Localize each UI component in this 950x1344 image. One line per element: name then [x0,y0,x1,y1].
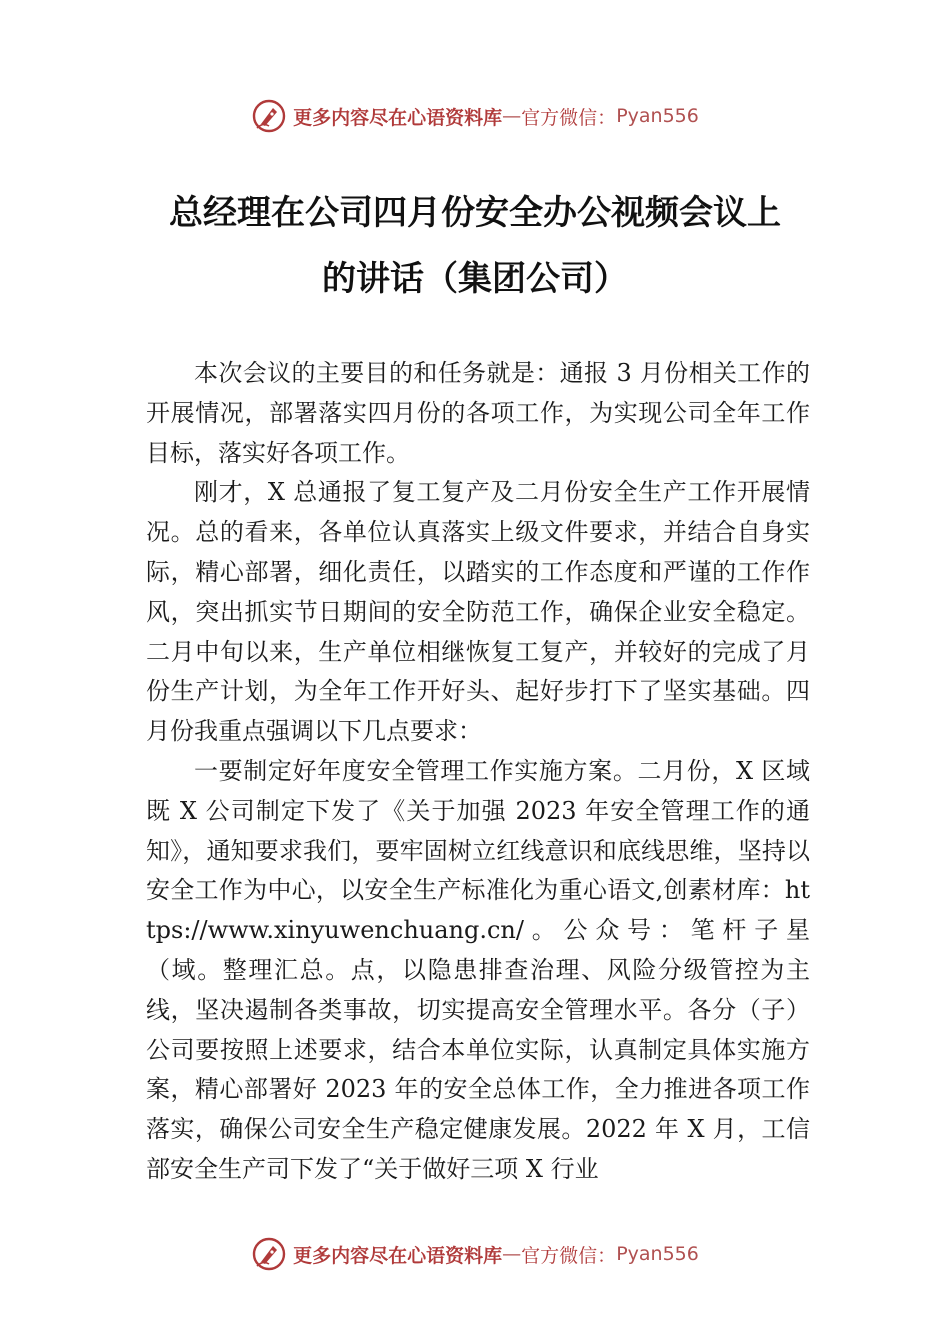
banner-brand-text: 更多内容尽在心语资料库 [293,106,503,129]
banner-separator: — [502,105,522,127]
footer-wechat-label: 官方微信： [521,1244,617,1267]
banner-wechat-id: Pyan556 [616,105,699,127]
title-line-1: 总经理在公司四月份安全办公视频会议上 [169,193,781,233]
paragraph-2: 刚才，X 总通报了复工复产及二月份安全生产工作开展情况。总的看来，各单位认真落实上级文件要求，并结合自身实际，精心部署，细化责任，以踏实的工作态度和严谨的工作作风，突出抓实节日期间的安全防范工作，确保企业安全稳定。二月中旬以来，生产单位相继恢复工复产，并较好的完成了月份生产计划，为全年工作开好头、起好步打下了坚实基础。四月份我重点强调以下几点要求： [146,478,810,746]
footer-banner [0,1234,950,1274]
footer-brand-text: 更多内容尽在心语资料库 [293,1244,503,1267]
paragraph-3: 一要制定好年度安全管理工作实施方案。二月份，X 区域既 X 公司制定下发了《关于加强 2023 年安全管理工作的通知》，通知要求我们，要牢固树立红线意识和底线思维，坚持以安全工作为中心，以安全生产标准化为重心语文,创素材库：https://www.xinyuwenchuang.cn/。公众号：笔杆子星（域。整理汇总。点，以隐患排查治理、风险分级管控为主线，坚决遏制各类事故，切实提高安全管理水平。各分（子）公司要按照上述要求，结合本单位实际，认真制定具体实施方案，精心部署好 2023 年的安全总体工作，全力推进各项工作落实，确保公司安全生产稳定健康发展。2022 年 X 月，工信部安全生产司下发了“关于做好三项 X 行业 [146,756,810,1183]
document-title [120,180,830,312]
footer-separator: — [502,1243,522,1265]
banner-wechat-label: 官方微信： [521,106,617,129]
paragraph-1: 本次会议的主要目的和任务就是：通报 3 月份相关工作的开展情况，部署落实四月份的各项工作，为实现公司全年工作目标，落实好各项工作。 [146,359,810,467]
header-banner [0,96,950,136]
pen-nib-circle-icon [251,1236,287,1272]
footer-wechat-id: Pyan556 [616,1243,699,1265]
title-line-2: 的讲话（集团公司） [322,259,628,299]
pen-nib-circle-icon [251,98,287,134]
document-body [146,354,810,1190]
